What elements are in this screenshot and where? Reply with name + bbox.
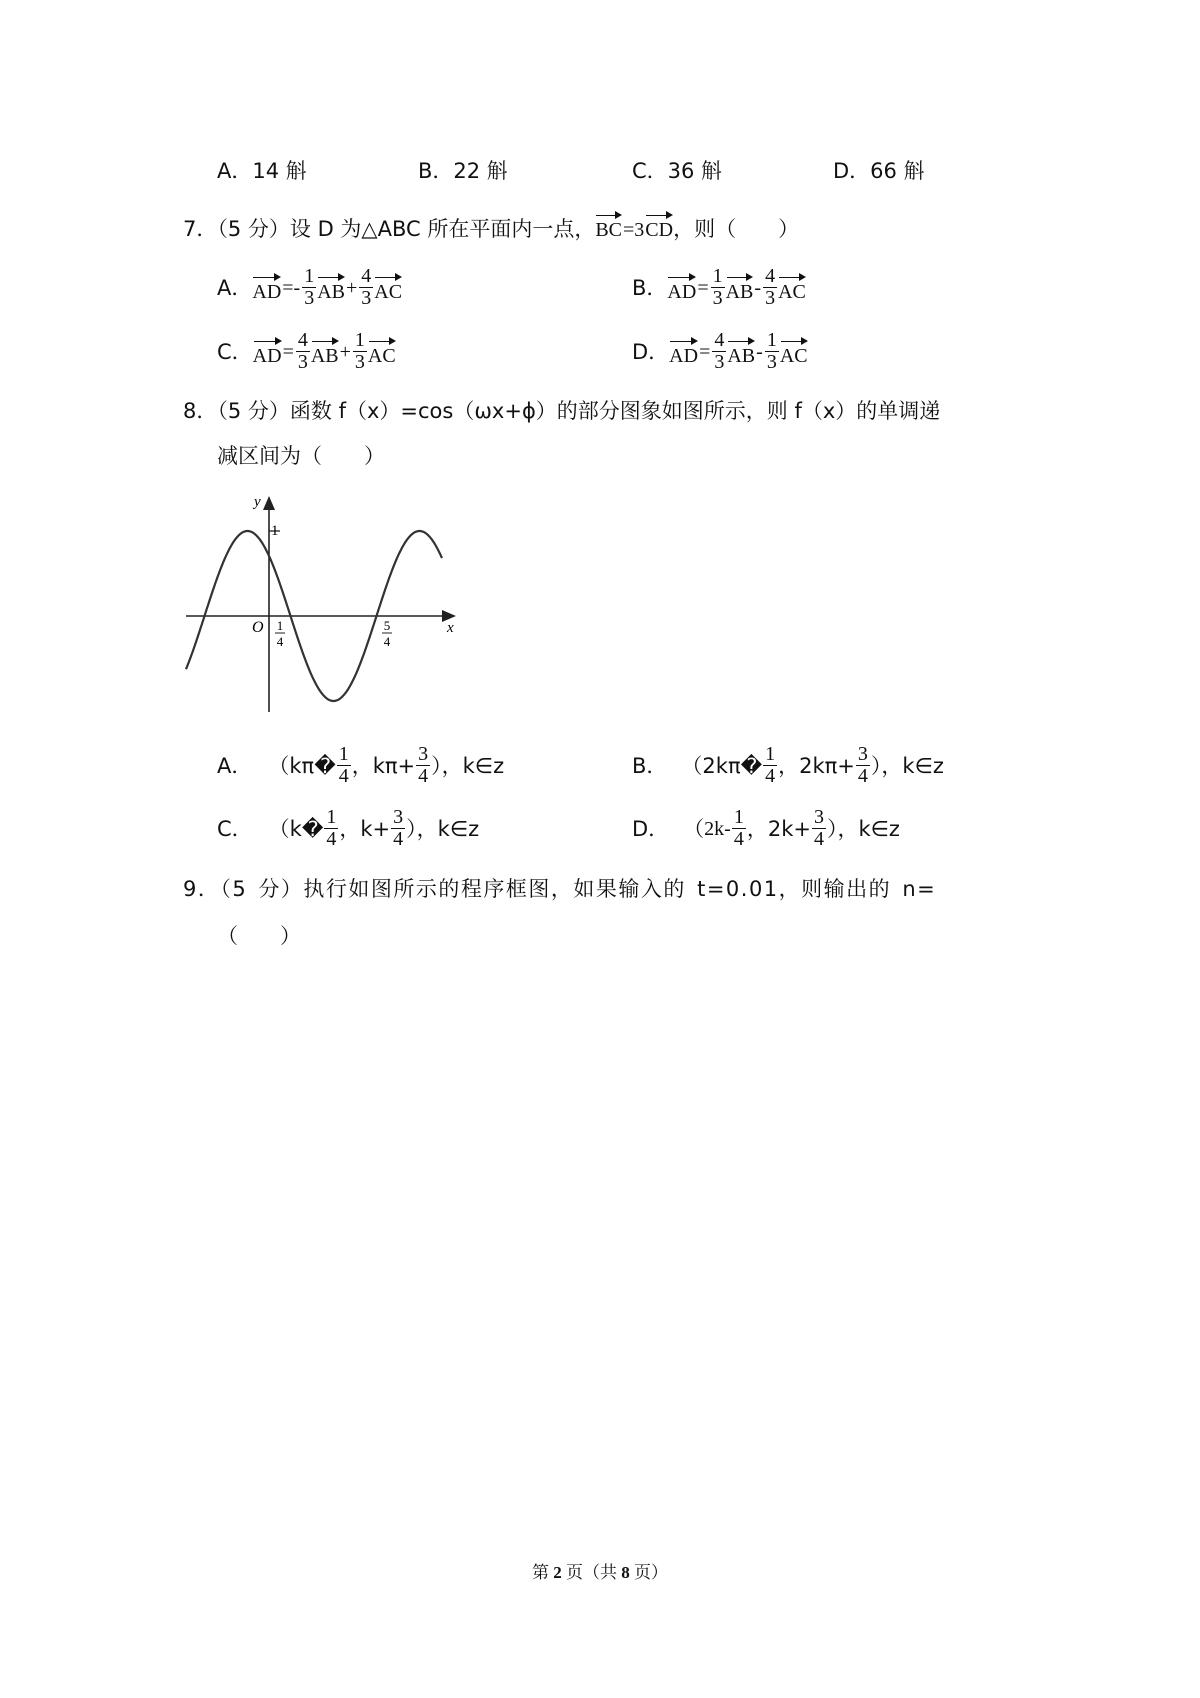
q8-label-d: D． [632, 816, 670, 841]
denominator: 3 [297, 351, 308, 373]
fraction [302, 266, 316, 309]
denominator: 3 [361, 287, 372, 309]
q8-stem-line1 [183, 396, 940, 426]
sign: + [339, 340, 351, 363]
page-number: 2 [553, 1563, 562, 1582]
q9-number: 9． [183, 877, 221, 901]
q7-number: 7． [183, 217, 218, 241]
interval-start: （k [268, 816, 302, 841]
interval-close: ），k∈z [826, 816, 900, 841]
q7-stem-post: ，则（ ） [673, 217, 800, 241]
q7-label-a: A． [217, 275, 253, 300]
page-footer [0, 1558, 1200, 1583]
denominator: 3 [765, 287, 776, 309]
fraction [416, 744, 430, 787]
vector-ac: AC [368, 338, 396, 366]
q7-stem-pre: （5 分）设 D 为△ABC 所在平面内一点， [217, 217, 596, 241]
vector-ad: AD [253, 338, 282, 366]
q8-label-c: C． [217, 816, 253, 841]
q8-option-b [632, 744, 944, 787]
vector-ac: AC [778, 274, 806, 302]
denominator: 3 [354, 351, 365, 373]
q8-number: 8． [183, 399, 218, 423]
denominator: 4 [733, 828, 744, 850]
footer-prefix: 第 [532, 1563, 554, 1582]
numerator: 4 [297, 329, 308, 351]
fraction [812, 807, 826, 850]
fraction [711, 266, 725, 309]
vector-ad: AD [252, 274, 281, 302]
q7-option-c [217, 330, 396, 373]
sign: = [699, 340, 711, 363]
numerator: 4 [765, 265, 776, 287]
vector-ab: AB [727, 338, 755, 366]
denominator: 3 [304, 287, 315, 309]
q8-option-d [632, 807, 900, 850]
q7-label-c: C． [217, 339, 253, 364]
q8-label-b: B． [632, 753, 668, 778]
numerator: 1 [765, 743, 776, 765]
fraction [359, 266, 373, 309]
q6-option-d: D．66 斛 [833, 159, 925, 183]
numerator: 3 [857, 743, 868, 765]
q8-stem-text: （5 分）函数 f（x）=cos（ωx+ϕ）的部分图象如图所示，则 f（x）的单调递 [217, 399, 941, 423]
x-tick1-denominator: 4 [276, 634, 284, 649]
interval-start: （ [683, 816, 705, 841]
y-axis-arrow [263, 496, 275, 510]
numerator: 1 [354, 329, 365, 351]
q8-option-c [217, 807, 479, 850]
fraction [296, 330, 310, 373]
denominator: 4 [765, 765, 776, 787]
fraction [391, 807, 405, 850]
numerator: 1 [304, 265, 315, 287]
vector-ab: AB [726, 274, 754, 302]
numerator: 1 [766, 329, 777, 351]
q7-option-b [632, 266, 806, 309]
numerator: 1 [733, 806, 744, 828]
sign: + [346, 276, 358, 299]
interval-end: ，2k+ [746, 816, 811, 841]
numerator: 4 [714, 329, 725, 351]
q6-option-c: C．36 斛 [632, 159, 723, 183]
vector-cd: CD [645, 212, 673, 240]
numerator: 4 [361, 265, 372, 287]
q7-option-d [632, 330, 808, 373]
denominator: 4 [338, 765, 349, 787]
fraction [324, 807, 338, 850]
interval-start: （kπ [268, 753, 315, 778]
missing-glyph: � [314, 753, 336, 778]
interval-close: ），k∈z [870, 753, 944, 778]
sign: = [282, 340, 294, 363]
interval-start-term: 2k- [704, 817, 731, 840]
footer-middle: 页（共 [561, 1563, 622, 1582]
q7-equals: =3 [623, 219, 645, 241]
x-tick2-numerator: 5 [383, 618, 391, 633]
total-pages: 8 [621, 1563, 630, 1582]
vector-ad: AD [667, 274, 696, 302]
q9-stem-text: （5 分）执行如图所示的程序框图，如果输入的 t=0.01，则输出的 n= [220, 877, 937, 901]
numerator: 3 [418, 743, 429, 765]
interval-start: （2kπ [681, 753, 741, 778]
denominator: 4 [813, 828, 824, 850]
q9-stem-line2: （ ） [217, 924, 301, 948]
denominator: 3 [714, 351, 725, 373]
y-tick-label: 1 [271, 523, 279, 539]
numerator: 1 [712, 265, 723, 287]
vector-bc: BC [595, 212, 622, 240]
denominator: 4 [418, 765, 429, 787]
q7-label-d: D． [632, 339, 670, 364]
denominator: 3 [712, 287, 723, 309]
q8-option-a [217, 744, 504, 787]
fraction [712, 330, 726, 373]
fraction [353, 330, 367, 373]
x-tick2-denominator: 4 [383, 634, 391, 649]
missing-glyph: � [740, 753, 763, 778]
q8-label-a: A． [217, 753, 253, 778]
vector-ab: AB [317, 274, 345, 302]
sign: - [756, 340, 763, 363]
q6-option-a: A．14 斛 [217, 159, 307, 183]
denominator: 4 [326, 828, 337, 850]
interval-close: ），k∈z [406, 816, 480, 841]
interval-end: ，kπ+ [351, 753, 416, 778]
interval-end: ，2kπ+ [778, 753, 855, 778]
footer-suffix: 页） [629, 1563, 668, 1582]
sign: =- [282, 276, 301, 299]
numerator: 1 [326, 806, 337, 828]
fraction [856, 744, 870, 787]
q7-option-a [217, 266, 402, 309]
denominator: 4 [393, 828, 404, 850]
q7-label-b: B． [632, 275, 668, 300]
vector-ad: AD [669, 338, 698, 366]
q7-stem [183, 212, 799, 245]
missing-glyph: � [301, 816, 324, 841]
interval-close: ），k∈z [431, 753, 505, 778]
vector-ac: AC [374, 274, 402, 302]
origin-label: O [252, 619, 264, 636]
vector-ac: AC [780, 338, 808, 366]
sign: = [697, 276, 709, 299]
fraction [337, 744, 351, 787]
q9-stem-line1 [183, 874, 936, 904]
denominator: 4 [857, 765, 868, 787]
y-axis-label: y [254, 494, 261, 510]
fraction [732, 807, 746, 850]
cosine-graph [180, 490, 460, 720]
interval-end: ，k+ [339, 816, 391, 841]
q8-stem-line2: 减区间为（ ） [217, 444, 385, 468]
x-tick1-numerator: 1 [276, 618, 284, 633]
vector-ab: AB [311, 338, 339, 366]
sign: - [754, 276, 762, 299]
numerator: 1 [338, 743, 349, 765]
fraction [763, 266, 777, 309]
numerator: 3 [393, 806, 404, 828]
x-axis-label: x [447, 620, 454, 636]
denominator: 3 [766, 351, 777, 373]
fraction [765, 330, 779, 373]
numerator: 3 [813, 806, 824, 828]
q6-option-b: B．22 斛 [418, 159, 508, 183]
fraction [763, 744, 777, 787]
